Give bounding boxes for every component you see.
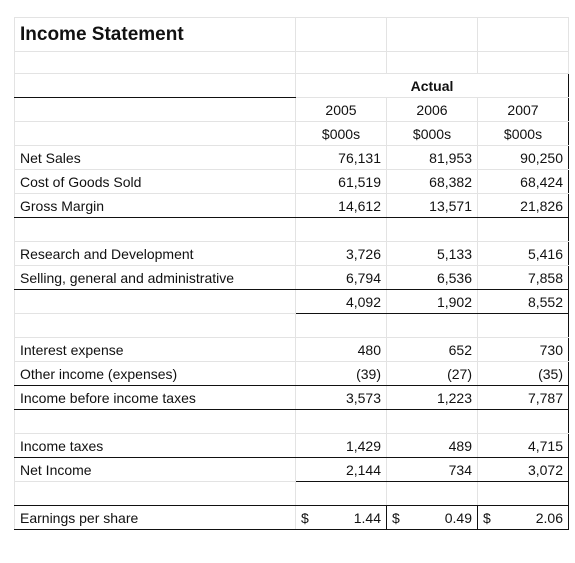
row-label[interactable]: Interest expense — [15, 338, 296, 362]
income-before-tax-row — [15, 386, 569, 410]
value-cell[interactable]: 8,552 — [478, 290, 569, 314]
eps-value: 2.06 — [535, 509, 563, 526]
cell[interactable] — [15, 74, 296, 98]
year-2005[interactable]: 2005 — [296, 98, 387, 122]
value-cell[interactable]: 21,826 — [478, 194, 569, 218]
value-cell[interactable]: 90,250 — [478, 146, 569, 170]
value-cell[interactable]: 7,858 — [478, 266, 569, 290]
value-cell[interactable]: (35) — [478, 362, 569, 386]
cell[interactable] — [296, 482, 387, 506]
cell[interactable] — [478, 18, 569, 52]
year-2007[interactable]: 2007 — [478, 98, 569, 122]
net-sales-row — [15, 146, 569, 170]
net-income-row — [15, 458, 569, 482]
cell[interactable] — [387, 482, 478, 506]
cell[interactable] — [15, 52, 296, 74]
gross-margin-row — [15, 194, 569, 218]
value-cell[interactable]: 489 — [387, 434, 478, 458]
cogs-row — [15, 170, 569, 194]
cell[interactable] — [478, 482, 569, 506]
value-cell[interactable]: 5,133 — [387, 242, 478, 266]
row-label[interactable]: Other income (expenses) — [15, 362, 296, 386]
blank-row — [15, 52, 569, 74]
value-cell[interactable]: 652 — [387, 338, 478, 362]
units-row — [15, 122, 569, 146]
eps-cell[interactable] — [387, 506, 478, 530]
row-label[interactable] — [15, 290, 296, 314]
row-label[interactable]: Net Sales — [15, 146, 296, 170]
value-cell[interactable]: 3,072 — [478, 458, 569, 482]
value-cell[interactable]: 68,424 — [478, 170, 569, 194]
value-cell[interactable]: 81,953 — [387, 146, 478, 170]
unit-2005[interactable]: $000s — [296, 122, 387, 146]
cell[interactable] — [296, 52, 387, 74]
value-cell[interactable]: 730 — [478, 338, 569, 362]
eps-value: 0.49 — [444, 509, 472, 526]
value-cell[interactable]: 4,092 — [296, 290, 387, 314]
year-row — [15, 98, 569, 122]
cell[interactable] — [387, 314, 478, 338]
cell[interactable] — [478, 218, 569, 242]
row-label[interactable]: Income before income taxes — [15, 386, 296, 410]
value-cell[interactable]: 3,726 — [296, 242, 387, 266]
cell[interactable] — [15, 314, 296, 338]
unit-2006[interactable]: $000s — [387, 122, 478, 146]
value-cell[interactable]: 14,612 — [296, 194, 387, 218]
title-row — [15, 18, 569, 52]
row-label[interactable]: Income taxes — [15, 434, 296, 458]
value-cell[interactable]: 61,519 — [296, 170, 387, 194]
operating-subtotal-row — [15, 290, 569, 314]
cell[interactable] — [15, 98, 296, 122]
cell[interactable] — [478, 52, 569, 74]
row-label[interactable]: Cost of Goods Sold — [15, 170, 296, 194]
value-cell[interactable]: 1,902 — [387, 290, 478, 314]
eps-cell[interactable] — [478, 506, 569, 530]
blank-row — [15, 410, 569, 434]
cell[interactable] — [387, 218, 478, 242]
cell[interactable] — [15, 410, 296, 434]
eps-row — [15, 506, 569, 530]
value-cell[interactable]: 76,131 — [296, 146, 387, 170]
cell[interactable] — [387, 410, 478, 434]
income-statement-table — [14, 17, 569, 530]
blank-row — [15, 218, 569, 242]
cell[interactable] — [296, 410, 387, 434]
blank-row — [15, 314, 569, 338]
blank-row — [15, 482, 569, 506]
cell[interactable] — [296, 314, 387, 338]
currency-symbol: $ — [301, 509, 309, 526]
value-cell[interactable]: 13,571 — [387, 194, 478, 218]
currency-symbol: $ — [392, 509, 400, 526]
value-cell[interactable]: 1,223 — [387, 386, 478, 410]
cell[interactable] — [478, 314, 569, 338]
value-cell[interactable]: 5,416 — [478, 242, 569, 266]
value-cell[interactable]: 68,382 — [387, 170, 478, 194]
interest-row — [15, 338, 569, 362]
value-cell[interactable]: (27) — [387, 362, 478, 386]
cell[interactable] — [15, 218, 296, 242]
currency-symbol: $ — [483, 509, 491, 526]
value-cell[interactable]: 480 — [296, 338, 387, 362]
eps-cell[interactable] — [296, 506, 387, 530]
cell[interactable] — [15, 122, 296, 146]
cell[interactable] — [15, 482, 296, 506]
value-cell[interactable]: 2,144 — [296, 458, 387, 482]
value-cell[interactable]: 3,573 — [296, 386, 387, 410]
group-header-row — [15, 74, 569, 98]
eps-value: 1.44 — [353, 509, 381, 526]
value-cell[interactable]: 4,715 — [478, 434, 569, 458]
value-cell[interactable]: (39) — [296, 362, 387, 386]
unit-2007[interactable]: $000s — [478, 122, 569, 146]
cell[interactable] — [296, 218, 387, 242]
cell[interactable] — [478, 410, 569, 434]
value-cell[interactable]: 734 — [387, 458, 478, 482]
cell[interactable] — [296, 18, 387, 52]
income-taxes-row — [15, 434, 569, 458]
value-cell[interactable]: 7,787 — [478, 386, 569, 410]
sheet-title[interactable]: Income Statement — [15, 18, 296, 52]
value-cell[interactable]: 1,429 — [296, 434, 387, 458]
row-label[interactable]: Earnings per share — [15, 506, 296, 530]
value-cell[interactable]: 6,794 — [296, 266, 387, 290]
sga-row — [15, 266, 569, 290]
row-label[interactable]: Gross Margin — [15, 194, 296, 218]
year-2006[interactable]: 2006 — [387, 98, 478, 122]
row-label[interactable]: Net Income — [15, 458, 296, 482]
value-cell[interactable]: 6,536 — [387, 266, 478, 290]
cell[interactable] — [387, 18, 478, 52]
row-label[interactable]: Selling, general and administrative — [15, 266, 296, 290]
other-income-row — [15, 362, 569, 386]
group-label-actual[interactable]: Actual — [296, 74, 569, 98]
row-label[interactable]: Research and Development — [15, 242, 296, 266]
cell[interactable] — [387, 52, 478, 74]
rnd-row — [15, 242, 569, 266]
